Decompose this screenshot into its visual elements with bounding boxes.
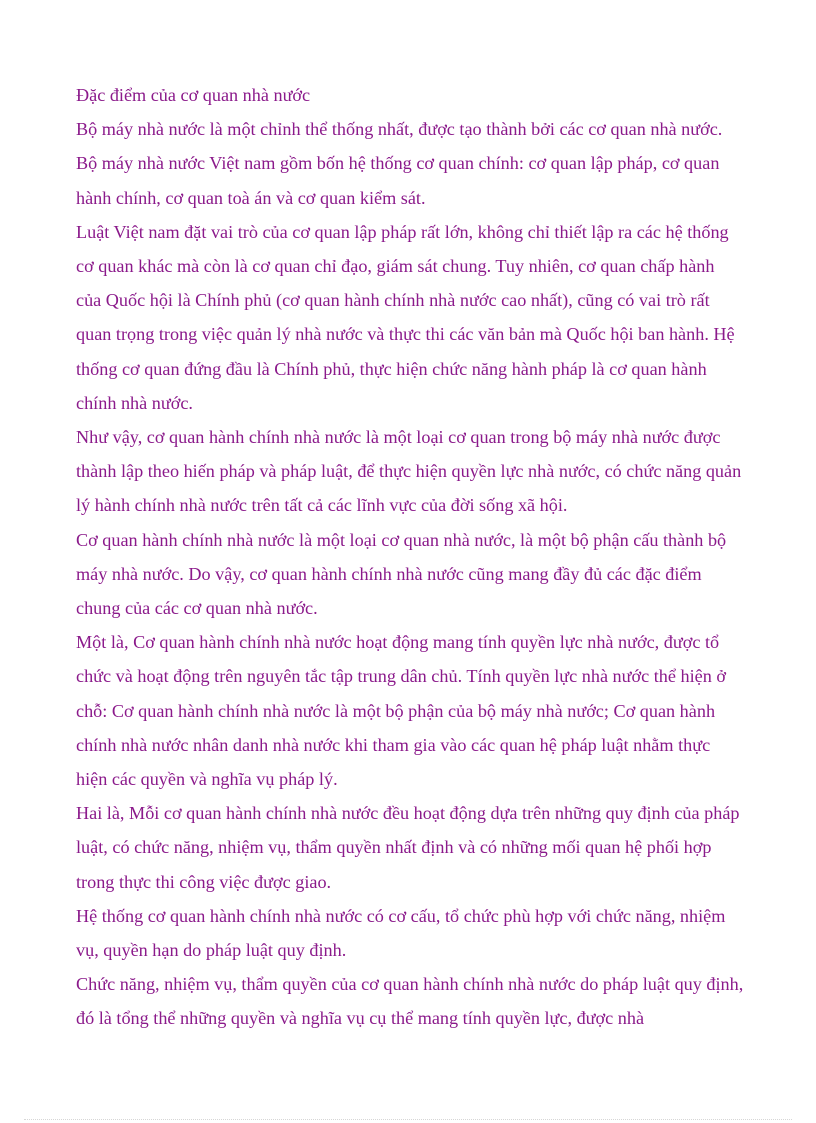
paragraph-3: Luật Việt nam đặt vai trò của cơ quan lập pháp rất lớn, không chỉ thiết lập ra các hệ thống cơ quan khác mà còn là cơ quan chỉ đạo, giám sát chung. Tuy nhiên, cơ quan chấp hành của Quốc hội là Chính phủ (cơ quan hành chính nhà nước cao nhất), cũng có vai trò rất quan trọng trong việc quản lý nhà nước và thực thi các văn bản mà Quốc hội ban hành. Hệ thống cơ quan đứng đầu là Chính phủ, thực hiện chức năng hành pháp là cơ quan hành chính nhà nước. xyxy=(76,221,735,413)
document-body xyxy=(76,78,744,1036)
paragraph-4: Như vậy, cơ quan hành chính nhà nước là một loại cơ quan trong bộ máy nhà nước được thành lập theo hiến pháp và pháp luật, để thực hiện quyền lực nhà nước, có chức năng quản lý hành chính nhà nước trên tất cả các lĩnh vực của đời sống xã hội. xyxy=(76,427,742,516)
paragraph-8: Hệ thống cơ quan hành chính nhà nước có cơ cấu, tổ chức phù hợp với chức năng, nhiệm vụ, quyền hạn do pháp luật quy định. xyxy=(76,905,726,961)
paragraph-7: Hai là, Mỗi cơ quan hành chính nhà nước đều hoạt động dựa trên những quy định của pháp luật, có chức năng, nhiệm vụ, thẩm quyền nhất định và có những mối quan hệ phối hợp trong thực thi công việc được giao. xyxy=(76,803,740,892)
paragraph-6: Một là, Cơ quan hành chính nhà nước hoạt động mang tính quyền lực nhà nước, được tổ chức và hoạt động trên nguyên tắc tập trung dân chủ. Tính quyền lực nhà nước thể hiện ở chỗ: Cơ quan hành chính nhà nước là một bộ phận của bộ máy nhà nước; Cơ quan hành chính nhà nước nhân danh nhà nước khi tham gia vào các quan hệ pháp luật nhằm thực hiện các quyền và nghĩa vụ pháp lý. xyxy=(76,632,726,790)
paragraph-5: Cơ quan hành chính nhà nước là một loại cơ quan nhà nước, là một bộ phận cấu thành bộ máy nhà nước. Do vậy, cơ quan hành chính nhà nước cũng mang đầy đủ các đặc điểm chung của các cơ quan nhà nước. xyxy=(76,529,727,619)
page-bottom-divider xyxy=(24,1119,792,1120)
paragraph-2: Bộ máy nhà nước Việt nam gồm bốn hệ thống cơ quan chính: cơ quan lập pháp, cơ quan hành chính, cơ quan toà án và cơ quan kiểm sát. xyxy=(76,153,720,208)
paragraph-1: Bộ máy nhà nước là một chỉnh thể thống nhất, được tạo thành bởi các cơ quan nhà nước. xyxy=(76,119,723,140)
paragraph-9: Chức năng, nhiệm vụ, thẩm quyền của cơ quan hành chính nhà nước do pháp luật quy định, đó là tổng thể những quyền và nghĩa vụ cụ thể mang tính quyền lực, được nhà xyxy=(76,974,744,1029)
section-heading: Đặc điểm của cơ quan nhà nước xyxy=(76,85,311,105)
